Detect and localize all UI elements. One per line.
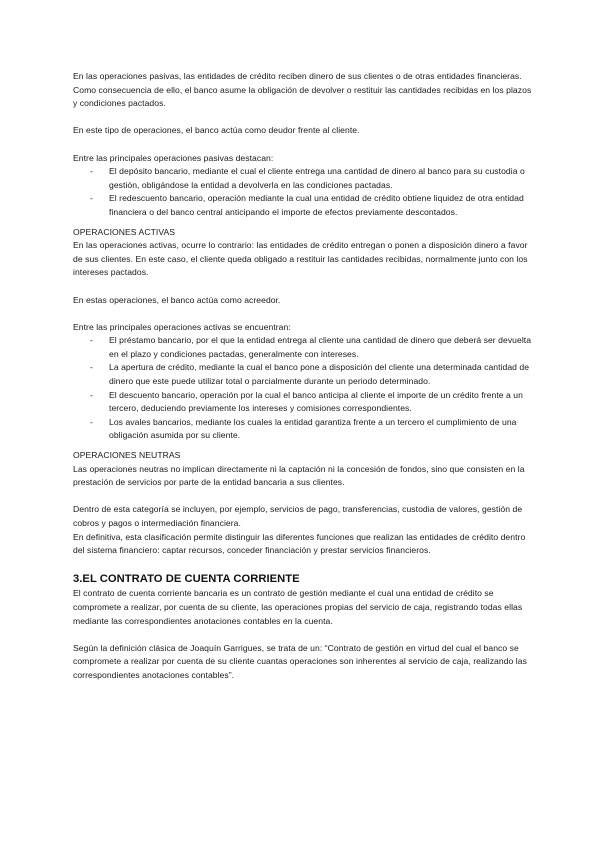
pasivas-list — [73, 165, 535, 219]
list-item — [73, 416, 535, 443]
list-item-text: Los avales bancarios, mediante los cuales la entidad garantiza frente a un tercero el cumplimiento de una obligación asumida por su cliente. — [109, 416, 517, 441]
spacer — [73, 111, 535, 125]
list-item — [73, 361, 535, 388]
section-heading-cuenta-corriente: 3.EL CONTRATO DE CUENTA CORRIENTE — [73, 573, 300, 586]
paragraph-activas-intro: En las operaciones activas, ocurre lo contrario: las entidades de crédito entregan o ponen a disposición dinero a favor de sus clientes. En este caso, el cliente queda obligado a restituir las cantidades recibidas, normalmente junto con los intereses pactados. — [73, 240, 528, 278]
spacer — [73, 280, 535, 294]
list-item-text: El redescuento bancario, operación mediante la cual una entidad de crédito obtiene liquidez de otra entidad financiera o del banco central anticipando el importe de efectos previamente descontados. — [109, 193, 524, 217]
bullet-marker: - — [90, 335, 93, 346]
paragraph-pasivas-list-intro: Entre las principales operaciones pasivas destacan: — [73, 152, 274, 163]
document-body — [73, 70, 535, 683]
paragraph-neutras-examples: Dentro de esta categoría se incluyen, por ejemplo, servicios de pago, transferencias, custodia de valores, gestión de cobros y pagos o intermediación financiera. — [73, 504, 523, 528]
spacer — [73, 628, 535, 642]
paragraph-banco-deudor: En este tipo de operaciones, el banco actúa como deudor frente al cliente. — [73, 125, 360, 136]
list-item — [73, 192, 535, 219]
list-item-text: El descuento bancario, operación por la cual el banco anticipa al cliente el importe de un crédito frente a un tercero, deduciendo previamente los intereses y comisiones correspondientes. — [109, 389, 523, 414]
spacer — [73, 307, 535, 321]
activas-list — [73, 334, 535, 443]
section-title-neutras: OPERACIONES NEUTRAS — [73, 450, 181, 461]
list-item-text: El préstamo bancario, por el que la entidad entrega al cliente una cantidad de dinero que deberá ser devuelta en el plazo y condiciones pactadas, generalmente con intereses. — [109, 335, 532, 359]
bullet-marker: - — [90, 193, 93, 204]
bullet-marker: - — [90, 416, 93, 427]
paragraph-cuenta-corriente-def: El contrato de cuenta corriente bancaria es un contrato de gestión mediante el cual una entidad de crédito se compromete a realizar, por cuenta de su cliente, las operaciones propias del servicio de caja, registrando todas ellas mediante las correspondientes anotaciones contables en la cuenta. — [73, 588, 523, 626]
list-item-text: La apertura de crédito, mediante la cual el banco pone a disposición del cliente una determinada cantidad de dinero que este puede utilizar total o parcialmente durante un periodo determinado. — [109, 362, 530, 387]
list-item — [73, 334, 535, 361]
list-item — [73, 165, 535, 192]
bullet-marker: - — [90, 389, 93, 400]
section-title-activas: OPERACIONES ACTIVAS — [73, 226, 176, 237]
list-item-text: El depósito bancario, mediante el cual el cliente entrega una cantidad de dinero al banco para su custodia o gestión, obligándose la entidad a devolverla en las condiciones pactadas. — [109, 166, 525, 190]
spacer — [73, 490, 535, 504]
bullet-marker: - — [90, 166, 93, 177]
bullet-marker: - — [90, 362, 93, 373]
spacer — [73, 138, 535, 152]
paragraph-conclusion: En definitiva, esta clasificación permite distinguir las diferentes funciones que realizan las entidades de crédito dentro del sistema financiero: captar recursos, conceder financiación y prestar servicios financieros. — [73, 531, 526, 556]
paragraph-pasivas-intro: En las operaciones pasivas, las entidades de crédito reciben dinero de sus clientes o de otras entidades financieras. Como consecuencia de ello, el banco asume la obligación de devolver o restituir las cantidades recibidas en los plazos y condiciones pactados. — [73, 71, 532, 109]
paragraph-neutras-intro: Las operaciones neutras no implican directamente ni la captación ni la concesión de fondos, sino que consisten en la prestación de servicios por parte de la entidad bancaria a sus clientes. — [73, 463, 525, 488]
list-item — [73, 389, 535, 416]
paragraph-garrigues-def: Según la definición clásica de Joaquín Garrigues, se trata de un: “Contrato de gestión en virtud del cual el banco se compromete a realizar por cuenta de su cliente cuantas operaciones son inherentes al servicio de caja, realizando las correspondientes anotaciones contables”. — [73, 642, 527, 680]
paragraph-banco-acreedor: En estas operaciones, el banco actúa como acreedor. — [73, 294, 281, 305]
paragraph-activas-list-intro: Entre las principales operaciones activas se encuentran: — [73, 321, 291, 332]
spacer — [73, 558, 535, 572]
